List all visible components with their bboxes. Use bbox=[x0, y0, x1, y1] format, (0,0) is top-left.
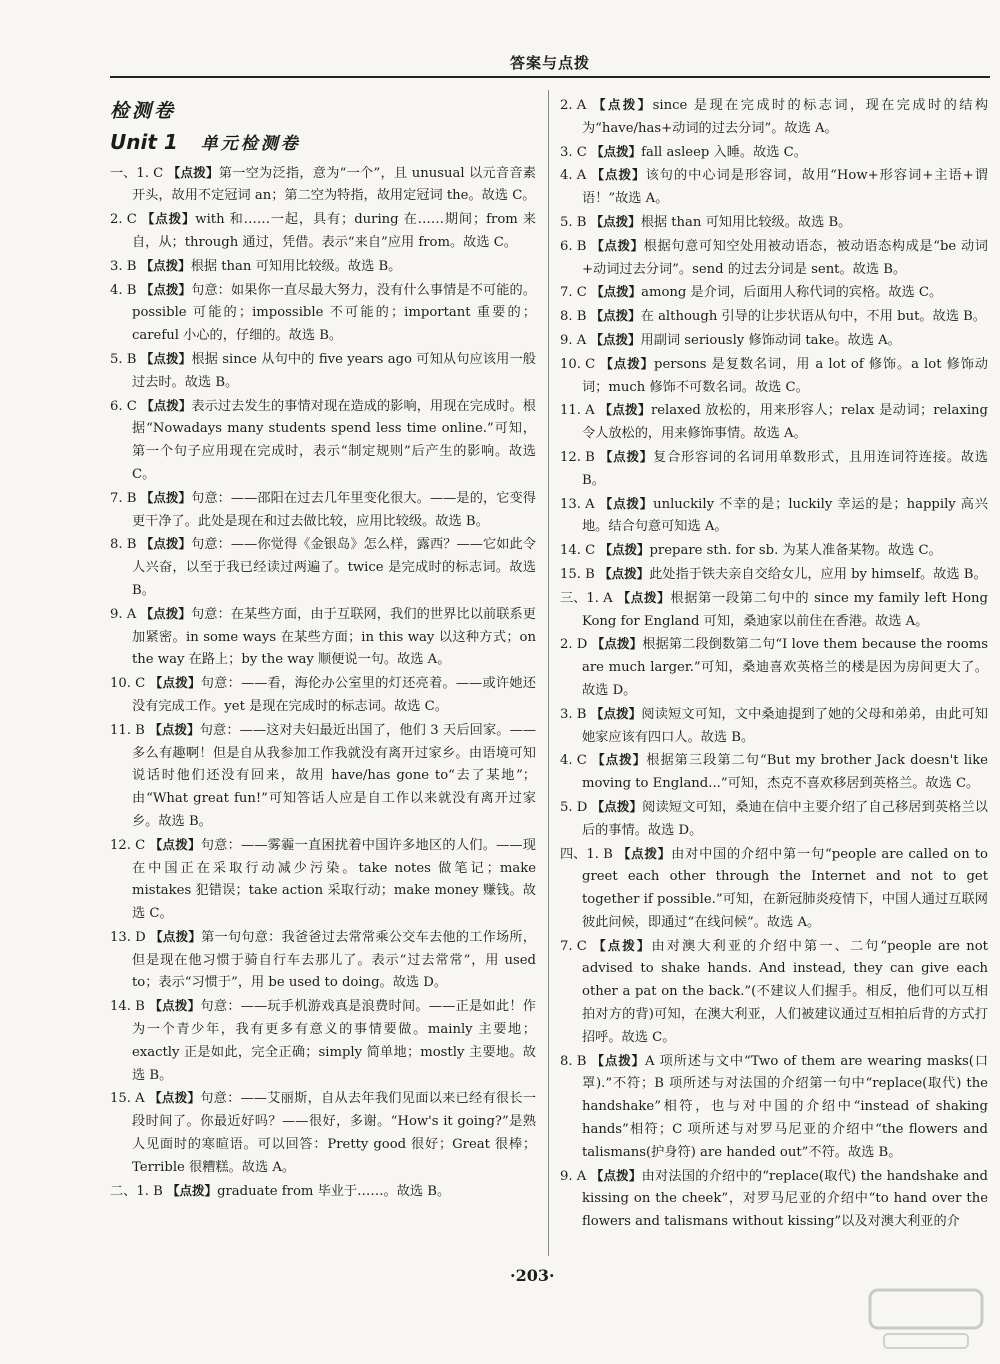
left-column bbox=[110, 94, 536, 1203]
answer-number: 10. C bbox=[110, 676, 146, 692]
answer-explanation: 句意：——看，海伦办公室里的灯还亮着。——或许她还没有完成工作。yet 是现在完成时的标志词。故选 C。 bbox=[132, 676, 536, 714]
hint-tag: 【点拨】 bbox=[617, 845, 672, 861]
answer-item bbox=[110, 1180, 536, 1204]
answer-item bbox=[560, 539, 988, 563]
hint-tag: 【点拨】 bbox=[591, 143, 642, 159]
answer-number: 11. A bbox=[560, 403, 595, 419]
answer-explanation: 句意：——这对夫妇最近出国了，他们 3 天后回家。——多么有趣啊！但是自从我参加工作我就没有离开过家乡。由语境可知说话时他们还没有回来，故用 have/has gone to“去了某地”；由“What great fun!”可知答话人应是自工作以来就没有离开过家乡。故选 B。 bbox=[132, 722, 536, 829]
answer-item bbox=[560, 399, 988, 446]
answer-explanation: since 是现在完成时的标志词，现在完成时的结构为“have/has+动词的过去分词”。故选 A。 bbox=[582, 98, 989, 136]
hint-tag: 【点拨】 bbox=[590, 705, 642, 721]
answer-item bbox=[110, 834, 536, 926]
answer-number: 14. B bbox=[110, 999, 145, 1015]
hint-tag: 【点拨】 bbox=[149, 836, 201, 852]
answer-explanation: 由对中国的介绍中第一句“people are called on to greet each other through the Internet and not to get together if possible.”可知，在新冠肺炎疫情下，中国人通过互联网彼此问候，即通过“在线问候”。故选 A。 bbox=[582, 846, 988, 930]
hint-tag: 【点拨】 bbox=[590, 331, 641, 347]
answer-explanation: with 和……一起，具有；during 在……期间；from 来自，从；through 通过，凭借。表示“来自”应用 from。故选 C。 bbox=[132, 212, 536, 250]
answer-number: 12. C bbox=[110, 837, 146, 853]
hint-tag: 【点拨】 bbox=[590, 308, 641, 324]
answer-explanation: 根据 since 从句中的 five years ago 可知从句应该用一般过去时。故选 B。 bbox=[132, 351, 536, 390]
answer-explanation: 根据句意可知空处用被动语态，被动语态构成是“be 动词+动词过去分词”。send 的过去分词是 sent。故选 B。 bbox=[582, 238, 988, 277]
answer-explanation: 由对法国的介绍中的“replace(取代) the handshake and kissing on the cheek”，对罗马尼亚的介绍中“to hand over the flowers and talismans without kissing”以及对澳大利亚的介 bbox=[582, 1168, 988, 1230]
hint-tag: 【点拨】 bbox=[167, 1182, 218, 1198]
answer-item bbox=[110, 533, 536, 602]
answer-explanation: 句意：——艾丽斯，自从去年我们见面以来已经有很长一段时间了。你最近好吗？——很好，多谢。“How's it going?”是熟人见面时的寒暄语。可以回答：Pretty good 很好；Great 很棒；Terrible 很糟糕。故选 A。 bbox=[132, 1091, 536, 1175]
answer-explanation: 句意：——你觉得《金银岛》怎么样，露西？——它如此令人兴奋，以至于我已经读过两遍了。twice 是完成时的标志词。故选 B。 bbox=[132, 537, 536, 598]
hint-tag: 【点拨】 bbox=[591, 1052, 646, 1068]
answer-number: 2. C bbox=[110, 212, 137, 228]
answer-number: 13. A bbox=[560, 496, 595, 512]
answer-explanation: relaxed 放松的，用来形容人；relax 是动词；relaxing 令人放松的，用来修饰事情。故选 A。 bbox=[582, 403, 988, 442]
answer-explanation: 句意：——邵阳在过去几年里变化很大。——是的，它变得更干净了。此处是现在和过去做比较，应用比较级。故选 B。 bbox=[132, 490, 536, 529]
answer-explanation: prepare sth. for sb. 为某人准备某物。故选 C。 bbox=[649, 543, 942, 559]
hint-tag: 【点拨】 bbox=[591, 284, 642, 300]
answer-number: 14. C bbox=[560, 543, 596, 559]
answer-number: 13. D bbox=[110, 929, 146, 945]
hint-tag: 【点拨】 bbox=[140, 350, 192, 366]
hint-tag: 【点拨】 bbox=[599, 565, 650, 581]
answer-explanation: 阅读短文可知，文中桑迪提到了她的父母和弟弟，由此可知她家应该有四口人。故选 B。 bbox=[582, 706, 988, 745]
answer-number: 3. B bbox=[110, 258, 137, 274]
answer-number: 8. B bbox=[560, 1053, 587, 1069]
answer-explanation: 用副词 seriously 修饰动词 take。故选 A。 bbox=[640, 332, 901, 348]
answer-item bbox=[110, 255, 536, 279]
answer-number: 7. B bbox=[110, 490, 137, 506]
hint-tag: 【点拨】 bbox=[140, 257, 191, 273]
answer-explanation: 根据 than 可知用比较级。故选 B。 bbox=[190, 258, 402, 274]
answer-number: 3. B bbox=[560, 706, 587, 722]
answer-number: 10. C bbox=[560, 356, 596, 372]
answer-explanation: 第一空为泛指，意为“一个”，且 unusual 以元音音素开头，故用不定冠词 an；第二空为特指，故用定冠词 the。故选 C。 bbox=[132, 165, 536, 204]
page-header-title: 答案与点拨 bbox=[509, 54, 590, 72]
answer-number: 2. D bbox=[560, 637, 588, 653]
answer-explanation: among 是介词，后面用人称代词的宾格。故选 C。 bbox=[641, 285, 943, 301]
hint-tag: 【点拨】 bbox=[599, 495, 654, 511]
answer-explanation: persons 是复数名词，用 a lot of 修饰。a lot 修饰动词；much 修饰不可数名词。故选 C。 bbox=[582, 356, 988, 395]
answer-item bbox=[110, 603, 536, 672]
answer-item bbox=[560, 935, 988, 1050]
answer-item bbox=[110, 162, 536, 209]
hint-tag: 【点拨】 bbox=[150, 928, 202, 944]
answer-number: 3. C bbox=[560, 144, 587, 160]
answer-item bbox=[560, 1050, 988, 1165]
answer-number: 7. C bbox=[560, 938, 587, 954]
right-column bbox=[560, 94, 988, 1234]
answer-item bbox=[560, 164, 988, 211]
answer-item bbox=[110, 279, 536, 348]
hint-tag: 【点拨】 bbox=[141, 397, 192, 413]
answer-item bbox=[560, 446, 988, 493]
answer-explanation: 根据 than 可知用比较级。故选 B。 bbox=[640, 214, 852, 230]
answer-number: 2. A bbox=[560, 98, 587, 113]
column-divider bbox=[548, 90, 549, 1256]
hint-tag: 【点拨】 bbox=[167, 164, 219, 180]
left-answer-list bbox=[110, 162, 536, 1204]
answer-item bbox=[560, 633, 988, 702]
unit-subtitle: 单元检测卷 bbox=[200, 133, 301, 154]
answer-number: 四、1. B bbox=[560, 846, 613, 862]
answer-item bbox=[110, 926, 536, 995]
answer-item bbox=[560, 94, 988, 141]
answer-item bbox=[560, 353, 988, 400]
answer-number: 11. B bbox=[110, 722, 145, 738]
answer-number: 5. B bbox=[560, 214, 587, 230]
answer-number: 15. B bbox=[560, 566, 595, 582]
hint-tag: 【点拨】 bbox=[600, 355, 655, 371]
answer-explanation: 句意：——雾霾一直困扰着中国许多地区的人们。——现在中国正在采取行动减少污染。take notes 做笔记；make mistakes 犯错误；take action 采取行动；make money 赚钱。故选 C。 bbox=[132, 837, 536, 922]
hint-tag: 【点拨】 bbox=[141, 211, 196, 227]
answer-explanation: 句意：如果你一直尽最大努力，没有什么事情是不可能的。possible 可能的；impossible 不可能的；important 重要的；careful 小心的，仔细的。故选 B。 bbox=[132, 282, 536, 344]
answer-number: 4. A bbox=[560, 168, 587, 184]
answer-item bbox=[110, 395, 536, 487]
answer-number: 5. D bbox=[560, 799, 588, 815]
answer-explanation: 根据第一段第二句中的 since my family left Hong Kong for England 可知，桑迪家以前住在香港。故选 A。 bbox=[582, 590, 988, 629]
answer-item bbox=[560, 587, 988, 634]
answer-item bbox=[110, 1087, 536, 1179]
answer-number: 9. A bbox=[110, 606, 137, 622]
hint-tag: 【点拨】 bbox=[591, 798, 643, 814]
answer-explanation: 此处指于铁夫亲自交给女儿，应用 by himself。故选 B。 bbox=[649, 566, 987, 582]
answer-explanation: 句意：——玩手机游戏真是浪费时间。——正是如此！作为一个青少年，我有更多有意义的事情要做。mainly 主要地；exactly 正是如此，完全正确；simply 简单地；mostly 主要地。故选 B。 bbox=[132, 999, 536, 1083]
answer-item bbox=[560, 329, 988, 353]
answer-explanation: 句意：在某些方面，由于互联网，我们的世界比以前联系更加紧密。in some ways 在某些方面；in this way 以这种方式；on the way 在路上；by the way 顺便说一句。故选 A。 bbox=[132, 606, 536, 668]
hint-tag: 【点拨】 bbox=[617, 589, 671, 605]
hint-tag: 【点拨】 bbox=[599, 448, 654, 464]
hint-tag: 【点拨】 bbox=[599, 402, 651, 418]
answer-item bbox=[560, 305, 988, 329]
hint-tag: 【点拨】 bbox=[599, 542, 650, 558]
answer-number: 9. A bbox=[560, 1168, 587, 1184]
answer-explanation: 在 although 引导的让步状语从句中，不用 but。故选 B。 bbox=[640, 309, 986, 325]
answer-number: 4. B bbox=[110, 282, 137, 298]
answer-explanation: 第一句句意：我爸爸过去常常乘公交车去他的工作场所，但是现在他习惯于骑自行车去那儿了。表示“过去常常”，用 used to；表示“习惯于”，用 be used to doing。故选 D。 bbox=[132, 929, 536, 991]
answer-number: 6. B bbox=[560, 238, 587, 254]
answer-number: 二、1. B bbox=[110, 1183, 163, 1199]
hint-tag: 【点拨】 bbox=[592, 752, 647, 768]
answer-number: 12. B bbox=[560, 449, 595, 465]
hint-tag: 【点拨】 bbox=[140, 281, 192, 297]
hint-tag: 【点拨】 bbox=[140, 489, 192, 505]
hint-tag: 【点拨】 bbox=[149, 721, 200, 737]
hint-tag: 【点拨】 bbox=[149, 675, 201, 691]
answer-explanation: A 项所述与文中“Two of them are wearing masks(口罩).”不符；B 项所述与对法国的介绍第一句中“replace(取代) the handshake”相符，也与对中国的介绍中“instead of shaking hands”相符；C 项所述与对罗马尼亚的介绍中“the flowers and talismans(护身符) are handed out”不符。故选 B。 bbox=[582, 1053, 989, 1160]
answer-item bbox=[560, 796, 988, 843]
answer-item bbox=[560, 703, 988, 750]
unit-label: Unit 1 bbox=[110, 129, 178, 154]
answer-explanation: 根据第三段第二句“But my brother Jack doesn't like moving to England...”可知，杰克不喜欢移居到英格兰。故选 C。 bbox=[582, 753, 988, 792]
answer-item bbox=[560, 843, 988, 935]
hint-tag: 【点拨】 bbox=[591, 167, 646, 183]
answer-number: 5. B bbox=[110, 351, 137, 367]
hint-tag: 【点拨】 bbox=[149, 1090, 201, 1106]
answer-item bbox=[560, 211, 988, 235]
page-number: ·203· bbox=[510, 1266, 555, 1285]
answer-explanation: 根据第二段倒数第二句“I love them because the rooms are much larger.”可知，桑迪喜欢英格兰的楼是因为房间更大了。故选 D。 bbox=[582, 637, 988, 698]
answer-number: 8. B bbox=[110, 537, 137, 553]
answer-item bbox=[560, 141, 988, 165]
answer-item bbox=[110, 719, 536, 834]
answer-item bbox=[560, 563, 988, 587]
answer-item bbox=[560, 235, 988, 282]
answer-number: 15. A bbox=[110, 1091, 145, 1107]
answer-item bbox=[560, 749, 988, 796]
answer-number: 三、1. A bbox=[560, 590, 613, 606]
header-rule bbox=[110, 76, 990, 78]
answer-explanation: 由对澳大利亚的介绍中第一、二句“people are not advised to shake hands. And instead, they can give each other a pat on the back.”(不建议人们握手。相反，他们可以互相拍对方的背)可知，在澳大利亚，人们被建议通过互相拍后背的方式打招呼。故选 C。 bbox=[582, 938, 988, 1045]
hint-tag: 【点拨】 bbox=[590, 213, 641, 229]
answer-number: 一、1. C bbox=[110, 165, 164, 181]
answer-item bbox=[560, 281, 988, 305]
answer-number: 8. B bbox=[560, 309, 587, 325]
hint-tag: 【点拨】 bbox=[591, 237, 644, 253]
answer-item bbox=[560, 493, 988, 540]
answer-explanation: 复合形容词的名词用单数形式，且用连词符连接。故选 B。 bbox=[582, 449, 988, 488]
answer-explanation: 阅读短文可知，桑迪在信中主要介绍了自己移居到英格兰以后的事情。故选 D。 bbox=[582, 799, 988, 838]
answer-number: 7. C bbox=[560, 285, 587, 301]
hint-tag: 【点拨】 bbox=[591, 636, 643, 652]
answer-number: 4. C bbox=[560, 753, 587, 769]
answer-explanation: unluckily 不幸的是；luckily 幸运的是；happily 高兴地。结合句意可知选 A。 bbox=[582, 496, 988, 535]
answer-item bbox=[110, 487, 536, 534]
answer-number: 9. A bbox=[560, 332, 587, 348]
answer-item bbox=[110, 348, 536, 395]
answer-explanation: fall asleep 入睡。故选 C。 bbox=[641, 144, 807, 160]
answer-number: 6. C bbox=[110, 398, 137, 414]
hint-tag: 【点拨】 bbox=[592, 97, 653, 112]
hint-tag: 【点拨】 bbox=[593, 937, 652, 953]
answer-explanation: 表示过去发生的事情对现在造成的影响，用现在完成时。根据“Nowadays many students spend less time online.”可知，第一个句子应用现在完成时，表示“制定规则”后产生的影响。故选 C。 bbox=[132, 398, 536, 482]
hint-tag: 【点拨】 bbox=[149, 998, 201, 1014]
hint-tag: 【点拨】 bbox=[140, 605, 191, 621]
watermark-logo-icon bbox=[866, 1284, 986, 1354]
answer-item bbox=[560, 1165, 988, 1234]
answer-item bbox=[110, 672, 536, 719]
hint-tag: 【点拨】 bbox=[590, 1167, 642, 1183]
unit-title bbox=[110, 131, 536, 156]
hint-tag: 【点拨】 bbox=[140, 536, 192, 552]
answer-explanation: 该句的中心词是形容词，故用“How+形容词+主语+谓语！”故选 A。 bbox=[582, 168, 988, 207]
answer-explanation: graduate from 毕业于……。故选 B。 bbox=[217, 1183, 451, 1199]
answer-item bbox=[110, 208, 536, 255]
answer-item bbox=[110, 995, 536, 1087]
section-title: 检测卷 bbox=[110, 100, 177, 122]
right-answer-list bbox=[560, 94, 988, 1234]
